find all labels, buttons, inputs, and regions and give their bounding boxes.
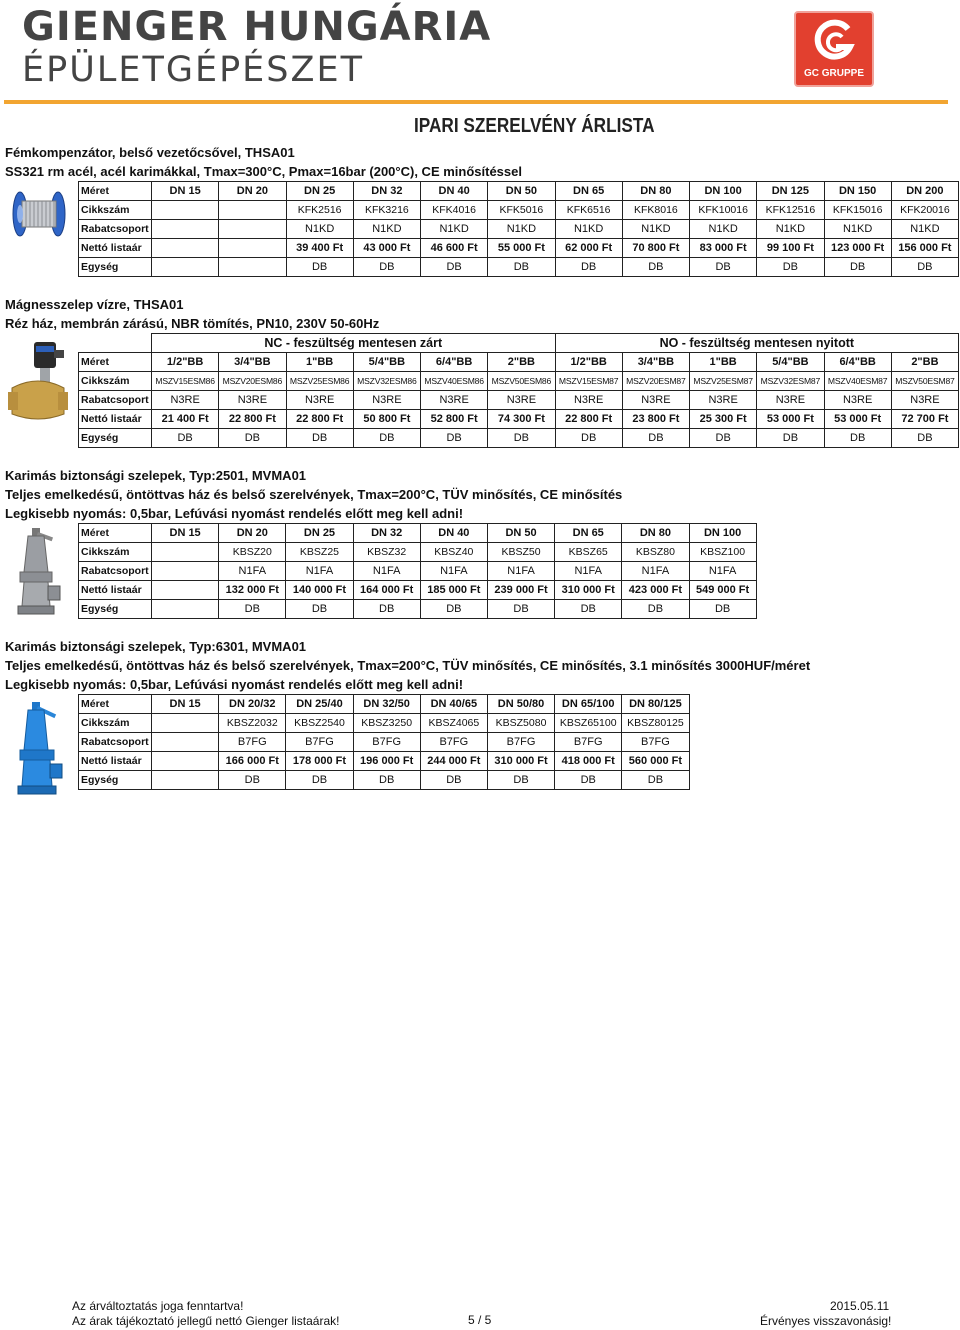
table-cell-code [219, 201, 286, 220]
table-cell-unit: DB [353, 429, 420, 448]
table-row-group [79, 562, 757, 581]
section-4-title: Karimás biztonsági szelepek, Typ:6301, MVMA01 [5, 639, 307, 654]
table-cell-unit: DB [689, 600, 756, 619]
table-row-code [79, 372, 959, 391]
table-cell-group: N1KD [824, 220, 891, 239]
table-cell-size: DN 80 [622, 182, 689, 201]
table-cell-price [219, 239, 286, 258]
table-cell-price [152, 752, 219, 771]
row-label-price: Nettó listaár [79, 581, 152, 600]
table-row-unit [79, 258, 959, 277]
table-cell-unit: DB [286, 258, 353, 277]
table-cell-code: KFK10016 [690, 201, 757, 220]
section-1-title: Fémkompenzátor, belső vezetőcsővel, THSA01 [5, 145, 295, 160]
table-cell-unit: DB [421, 258, 488, 277]
table-cell-unit: DB [286, 771, 353, 790]
table-cell-group: N3RE [757, 391, 824, 410]
table-cell-code: KFK5016 [488, 201, 555, 220]
footer-price-note: Az árak tájékoztató jellegű nettó Gienger listaárak! [72, 1314, 340, 1328]
section-3-subtitle: Teljes emelkedésű, öntöttvas ház és belső szerelvények, Tmax=200°C, TÜV minősítés, CE minősítés [5, 487, 623, 502]
row-label-unit: Egység [79, 258, 152, 277]
table-cell-group: N3RE [286, 391, 353, 410]
gc-logo-icon [812, 19, 858, 65]
table-cell-group: N3RE [488, 391, 555, 410]
table-cell-price: 74 300 Ft [488, 410, 555, 429]
table-row-size [79, 695, 690, 714]
table-cell-code: KFK3216 [353, 201, 420, 220]
flexible-compensator-image [8, 188, 70, 240]
table-cell-unit: DB [690, 429, 757, 448]
table-cell-code: KBSZ2032 [219, 714, 286, 733]
table-cell-size: 2"BB [488, 353, 555, 372]
row-label-group: Rabatcsoport [79, 391, 152, 410]
section-3-note: Legkisebb nyomás: 0,5bar, Lefúvási nyomást rendelés előtt meg kell adni! [5, 506, 464, 521]
table-cell-unit: DB [488, 429, 555, 448]
table-cell-code: MSZV25ESM86 [286, 372, 353, 391]
row-label-group: Rabatcsoport [79, 220, 152, 239]
table-cell-group: N1FA [420, 562, 487, 581]
table-cell-size: DN 20 [219, 524, 286, 543]
table-cell-code: KBSZ50 [487, 543, 554, 562]
table-cell-price: 549 000 Ft [689, 581, 756, 600]
no-heading-cell: NO - feszültség mentesen nyitott [555, 334, 959, 353]
row-label-size: Méret [79, 695, 152, 714]
table-cell-price: 62 000 Ft [555, 239, 622, 258]
table-cell-group: N3RE [555, 391, 622, 410]
table-cell-code: KBSZ80 [622, 543, 689, 562]
table-cell-price [152, 239, 219, 258]
table-cell-code [152, 201, 219, 220]
table-cell-price: 99 100 Ft [757, 239, 824, 258]
table-cell-code: KBSZ65 [555, 543, 622, 562]
table-cell-group: N1KD [286, 220, 353, 239]
table-cell-unit: DB [487, 600, 554, 619]
table-cell-price: 560 000 Ft [622, 752, 689, 771]
table-row-code [79, 201, 959, 220]
table-cell-unit: DB [219, 429, 286, 448]
table-cell-unit: DB [891, 429, 958, 448]
table-cell-size: 6/4"BB [824, 353, 891, 372]
footer-validity: Érvényes visszavonásig! [760, 1314, 892, 1328]
row-label-group: Rabatcsoport [79, 562, 152, 581]
table-cell-group: N1KD [488, 220, 555, 239]
table-cell-group: B7FG [353, 733, 420, 752]
table-cell-group: B7FG [286, 733, 353, 752]
table-cell-code: KBSZ4065 [420, 714, 487, 733]
table-row-size [79, 182, 959, 201]
safety-valve-6301-price-table [78, 694, 690, 790]
safety-valve-grey-image [14, 526, 62, 622]
table-cell-size: 1"BB [286, 353, 353, 372]
table-cell-size: 6/4"BB [421, 353, 488, 372]
table-cell-unit: DB [421, 429, 488, 448]
table-cell-code: MSZV32ESM87 [757, 372, 824, 391]
table-row-code [79, 543, 757, 562]
table-cell-size: 2"BB [891, 353, 958, 372]
table-cell-unit: DB [353, 771, 420, 790]
table-cell-size: DN 40 [421, 182, 488, 201]
table-cell-code: KBSZ65100 [555, 714, 622, 733]
table-cell-price: 22 800 Ft [219, 410, 286, 429]
table-cell-unit: DB [824, 429, 891, 448]
table-row-group [79, 733, 690, 752]
table-cell-size: DN 50/80 [487, 695, 554, 714]
section-2-subtitle: Réz ház, membrán zárású, NBR tömítés, PN10, 230V 50-60Hz [5, 316, 380, 331]
page-header [0, 0, 960, 108]
table-cell-group: N1FA [622, 562, 689, 581]
table-cell-unit: DB [891, 258, 958, 277]
table-cell-unit: DB [757, 258, 824, 277]
table-cell-group: N3RE [622, 391, 689, 410]
section-1-subtitle: SS321 rm acél, acél karimákkal, Tmax=300°C, Pmax=16bar (200°C), CE minősítéssel [5, 164, 522, 179]
table-cell-code: KBSZ20 [219, 543, 286, 562]
table-cell-code: KBSZ32 [353, 543, 420, 562]
table-row-unit [79, 771, 690, 790]
table-cell-size: DN 25 [286, 182, 353, 201]
table-cell-size: 3/4"BB [219, 353, 286, 372]
table-cell-size: DN 15 [152, 524, 219, 543]
table-row-size [79, 524, 757, 543]
table-cell-code: KFK2516 [286, 201, 353, 220]
table-cell-price: 53 000 Ft [757, 410, 824, 429]
safety-valve-blue-image [12, 700, 64, 800]
table-cell-group: B7FG [555, 733, 622, 752]
table-cell-unit: DB [622, 600, 689, 619]
table-cell-size: 1/2"BB [152, 353, 219, 372]
section-2-title: Mágnesszelep vízre, THSA01 [5, 297, 184, 312]
table-cell-price: 25 300 Ft [690, 410, 757, 429]
table-cell-size: DN 32 [353, 524, 420, 543]
row-label-size: Méret [79, 524, 152, 543]
table-cell-size: DN 100 [690, 182, 757, 201]
table-cell-unit: DB [622, 258, 689, 277]
table-cell-unit [152, 600, 219, 619]
logo-text: GC GRUPPE [803, 68, 864, 79]
table-cell-code: MSZV15ESM87 [555, 372, 622, 391]
table-cell-group: N1KD [757, 220, 824, 239]
table-cell-price: 418 000 Ft [555, 752, 622, 771]
row-label-unit: Egység [79, 600, 152, 619]
table-cell-group: N3RE [219, 391, 286, 410]
table-row-unit [79, 429, 959, 448]
table-cell-size: DN 65/100 [555, 695, 622, 714]
table-cell-price: 22 800 Ft [555, 410, 622, 429]
table-cell-size: DN 40 [420, 524, 487, 543]
table-cell-group: N1KD [421, 220, 488, 239]
table-cell-group: B7FG [420, 733, 487, 752]
table-cell-unit: DB [824, 258, 891, 277]
table-cell-group: N1FA [219, 562, 286, 581]
table-cell-code: KFK12516 [757, 201, 824, 220]
table-cell-price: 52 800 Ft [421, 410, 488, 429]
table-cell-price: 164 000 Ft [353, 581, 420, 600]
table-cell-group: N1KD [555, 220, 622, 239]
table-cell-code [152, 543, 219, 562]
table-cell-size: DN 50 [487, 524, 554, 543]
document-title: IPARI SZERELVÉNY ÁRLISTA [414, 115, 655, 137]
table-cell-code: KBSZ80125 [622, 714, 689, 733]
table-cell-price: 70 800 Ft [622, 239, 689, 258]
table-cell-size: DN 20 [219, 182, 286, 201]
row-label-code: Cikkszám [79, 543, 152, 562]
table-cell-size: DN 200 [891, 182, 958, 201]
nc-heading-cell: NC - feszültség mentesen zárt [152, 334, 556, 353]
table-cell-size: DN 125 [757, 182, 824, 201]
table-cell-price: 156 000 Ft [891, 239, 958, 258]
table-cell-size: DN 80/125 [622, 695, 689, 714]
table-cell-code: MSZV20ESM87 [622, 372, 689, 391]
table-cell-size: 1/2"BB [555, 353, 622, 372]
table-cell-price: 123 000 Ft [824, 239, 891, 258]
table-cell-price: 50 800 Ft [353, 410, 420, 429]
table-cell-size: DN 50 [488, 182, 555, 201]
table-cell-price: 310 000 Ft [555, 581, 622, 600]
table-cell-group [152, 220, 219, 239]
table-cell-unit: DB [219, 600, 286, 619]
table-cell-group: N1FA [353, 562, 420, 581]
section-3-title: Karimás biztonsági szelepek, Typ:2501, MVMA01 [5, 468, 307, 483]
table-cell-code: MSZV50ESM87 [891, 372, 958, 391]
table-cell-size: 3/4"BB [622, 353, 689, 372]
table-cell-size: DN 100 [689, 524, 756, 543]
solenoid-price-table [78, 333, 959, 448]
table-row-price [79, 752, 690, 771]
table-cell-price: 39 400 Ft [286, 239, 353, 258]
table-cell-code: KBSZ2540 [286, 714, 353, 733]
table-cell-price: 72 700 Ft [891, 410, 958, 429]
compensator-price-table [78, 181, 959, 277]
table-cell-group: B7FG [622, 733, 689, 752]
table-cell-unit: DB [152, 429, 219, 448]
table-cell-code: MSZV40ESM87 [824, 372, 891, 391]
table-cell-unit: DB [622, 771, 689, 790]
gc-gruppe-logo [794, 11, 874, 87]
table-row-size [79, 353, 959, 372]
table-cell-price: 178 000 Ft [286, 752, 353, 771]
table-cell-code: KFK8016 [622, 201, 689, 220]
table-cell-group: B7FG [219, 733, 286, 752]
table-cell-unit: DB [353, 258, 420, 277]
table-row-unit [79, 600, 757, 619]
table-cell-group: N1KD [891, 220, 958, 239]
safety-valve-2501-price-table [78, 523, 757, 619]
table-cell-code: MSZV50ESM86 [488, 372, 555, 391]
header-rule [4, 100, 948, 104]
table-cell-unit: DB [487, 771, 554, 790]
table-cell-size: DN 65 [555, 182, 622, 201]
table-cell-price: 239 000 Ft [487, 581, 554, 600]
table-cell-size: 5/4"BB [353, 353, 420, 372]
footer-rights-note: Az árváltoztatás joga fenntartva! [72, 1299, 244, 1313]
table-cell-group: N3RE [690, 391, 757, 410]
group-heading-row [79, 334, 959, 353]
table-cell-code: KBSZ100 [689, 543, 756, 562]
table-cell-code: MSZV15ESM86 [152, 372, 219, 391]
table-cell-size: 5/4"BB [757, 353, 824, 372]
table-cell-size: DN 20/32 [219, 695, 286, 714]
table-row-group [79, 391, 959, 410]
table-cell-code: KBSZ40 [420, 543, 487, 562]
table-cell-size: DN 80 [622, 524, 689, 543]
table-cell-price: 166 000 Ft [219, 752, 286, 771]
table-cell-price: 83 000 Ft [690, 239, 757, 258]
table-cell-group: N1FA [487, 562, 554, 581]
brand-name: GIENGER HUNGÁRIA [22, 4, 492, 50]
table-cell-price: 55 000 Ft [488, 239, 555, 258]
table-cell-group: N3RE [824, 391, 891, 410]
table-cell-unit: DB [353, 600, 420, 619]
table-cell-unit: DB [622, 429, 689, 448]
table-cell-group: N1FA [689, 562, 756, 581]
table-cell-size: DN 32/50 [353, 695, 420, 714]
table-cell-price: 43 000 Ft [353, 239, 420, 258]
table-cell-price: 244 000 Ft [420, 752, 487, 771]
table-cell-group: N3RE [891, 391, 958, 410]
table-cell-code: KFK4016 [421, 201, 488, 220]
table-cell-code: KFK15016 [824, 201, 891, 220]
row-label-price: Nettó listaár [79, 752, 152, 771]
row-label-size: Méret [79, 182, 152, 201]
table-cell-code [152, 714, 219, 733]
table-cell-group: N3RE [353, 391, 420, 410]
row-label-code: Cikkszám [79, 201, 152, 220]
table-cell-size: DN 15 [152, 695, 219, 714]
table-cell-group: N1KD [690, 220, 757, 239]
solenoid-valve-image [6, 336, 70, 426]
row-label-unit: Egység [79, 429, 152, 448]
table-cell-unit: DB [555, 429, 622, 448]
table-cell-group [152, 562, 219, 581]
table-cell-group: N1FA [555, 562, 622, 581]
row-label-price: Nettó listaár [79, 239, 152, 258]
table-cell-price: 21 400 Ft [152, 410, 219, 429]
table-cell-size: DN 15 [152, 182, 219, 201]
section-4-note: Legkisebb nyomás: 0,5bar, Lefúvási nyomást rendelés előtt meg kell adni! [5, 677, 464, 692]
table-cell-unit: DB [420, 600, 487, 619]
table-cell-unit: DB [555, 600, 622, 619]
table-cell-group: N3RE [421, 391, 488, 410]
blank-cell [79, 334, 152, 353]
table-cell-group: N3RE [152, 391, 219, 410]
table-cell-code: KBSZ25 [286, 543, 353, 562]
table-cell-code: MSZV40ESM86 [421, 372, 488, 391]
table-cell-code: KFK6516 [555, 201, 622, 220]
table-cell-group: N1KD [353, 220, 420, 239]
table-cell-price [152, 581, 219, 600]
table-row-price [79, 581, 757, 600]
table-cell-group: B7FG [487, 733, 554, 752]
footer-date: 2015.05.11 [830, 1299, 890, 1313]
row-label-size: Méret [79, 353, 152, 372]
table-cell-code: KBSZ5080 [487, 714, 554, 733]
table-cell-price: 22 800 Ft [286, 410, 353, 429]
table-cell-unit: DB [286, 429, 353, 448]
table-cell-code: KBSZ3250 [353, 714, 420, 733]
table-cell-price: 423 000 Ft [622, 581, 689, 600]
table-cell-size: DN 25/40 [286, 695, 353, 714]
table-row-price [79, 410, 959, 429]
table-cell-price: 132 000 Ft [219, 581, 286, 600]
table-row-price [79, 239, 959, 258]
table-cell-price: 53 000 Ft [824, 410, 891, 429]
table-cell-size: DN 32 [353, 182, 420, 201]
table-cell-unit: DB [757, 429, 824, 448]
table-cell-price: 140 000 Ft [286, 581, 353, 600]
table-cell-group: N1KD [622, 220, 689, 239]
table-cell-group: N1FA [286, 562, 353, 581]
row-label-group: Rabatcsoport [79, 733, 152, 752]
table-cell-price: 46 600 Ft [421, 239, 488, 258]
table-cell-price: 23 800 Ft [622, 410, 689, 429]
row-label-unit: Egység [79, 771, 152, 790]
table-cell-unit: DB [488, 258, 555, 277]
table-cell-price: 310 000 Ft [487, 752, 554, 771]
table-cell-unit: DB [690, 258, 757, 277]
table-cell-unit: DB [555, 258, 622, 277]
table-cell-unit: DB [219, 771, 286, 790]
table-cell-unit [152, 258, 219, 277]
table-cell-size: DN 65 [555, 524, 622, 543]
table-cell-size: 1"BB [690, 353, 757, 372]
table-cell-code: MSZV25ESM87 [690, 372, 757, 391]
table-cell-code: MSZV20ESM86 [219, 372, 286, 391]
table-cell-group [152, 733, 219, 752]
section-4-subtitle: Teljes emelkedésű, öntöttvas ház és belső szerelvények, Tmax=200°C, TÜV minősítés, CE minősítés, 3.1 minősítés 3000HUF/méret [5, 658, 811, 673]
page-number: 5 / 5 [468, 1313, 492, 1327]
table-row-group [79, 220, 959, 239]
table-cell-price: 196 000 Ft [353, 752, 420, 771]
table-cell-unit: DB [286, 600, 353, 619]
table-cell-unit [152, 771, 219, 790]
table-cell-unit: DB [555, 771, 622, 790]
table-cell-group [219, 220, 286, 239]
table-cell-unit: DB [420, 771, 487, 790]
table-cell-price: 185 000 Ft [420, 581, 487, 600]
table-row-code [79, 714, 690, 733]
table-cell-code: KFK20016 [891, 201, 958, 220]
table-cell-code: MSZV32ESM86 [353, 372, 420, 391]
row-label-code: Cikkszám [79, 714, 152, 733]
brand-subtitle: ÉPÜLETGÉPÉSZET [22, 50, 364, 90]
table-cell-size: DN 150 [824, 182, 891, 201]
table-cell-size: DN 40/65 [420, 695, 487, 714]
table-cell-size: DN 25 [286, 524, 353, 543]
row-label-code: Cikkszám [79, 372, 152, 391]
row-label-price: Nettó listaár [79, 410, 152, 429]
table-cell-unit [219, 258, 286, 277]
